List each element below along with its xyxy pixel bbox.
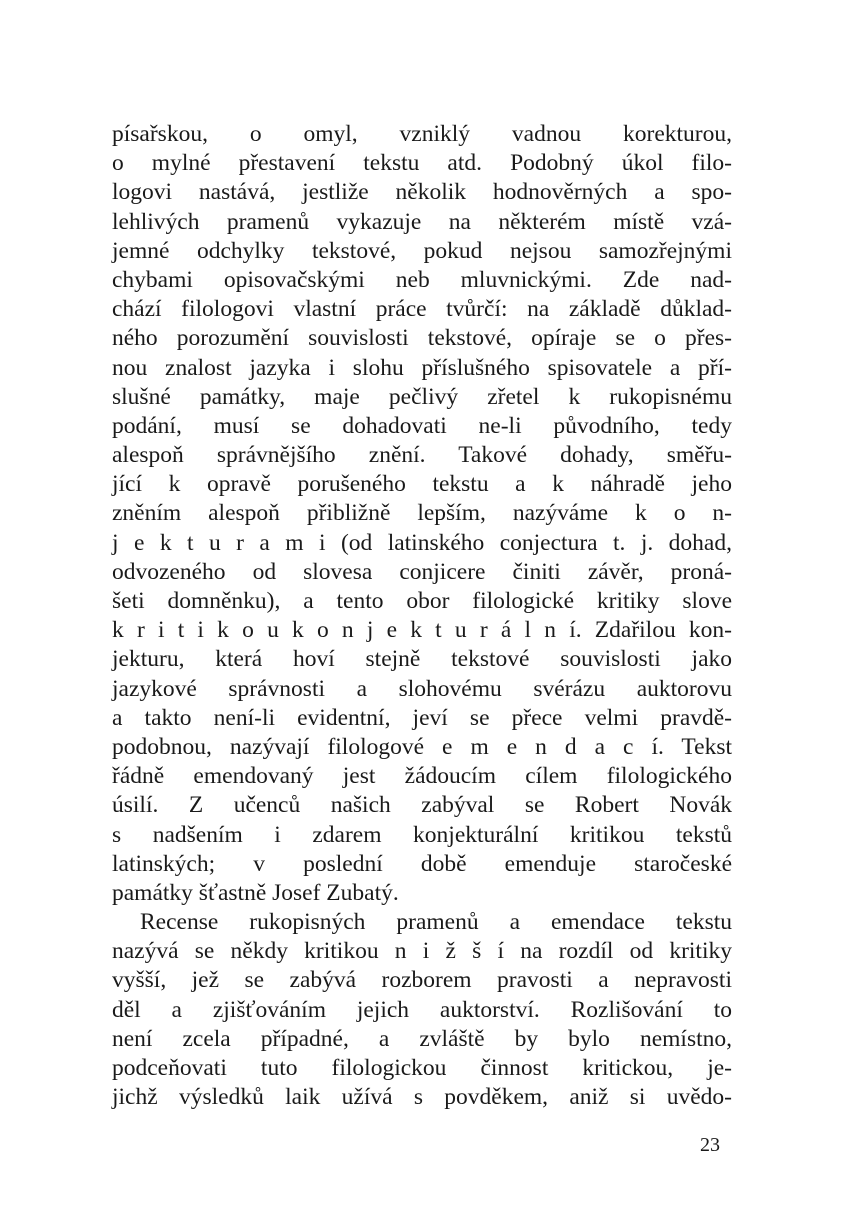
text-line: latinských; v poslední době emenduje staročeské	[112, 850, 732, 877]
text-line: jichž výsledků laik užívá s povděkem, aniž si uvědo-	[112, 1084, 732, 1111]
text-line: nazývá se někdy kritikou n i ž š í na rozdíl od kritiky	[112, 938, 732, 965]
text-line: jekturu, která hoví stejně tekstové souvislosti jako	[112, 646, 732, 673]
text-line: děl a zjišťováním jejich auktorství. Rozlišování to	[112, 996, 732, 1023]
text-line: chází filologovi vlastní práce tvůrčí: na základě důklad-	[112, 296, 732, 323]
text-line: zněním alespoň přibližně lepším, nazýváme k o n-	[112, 500, 732, 527]
text-line: s nadšením i zdarem konjekturální kritikou tekstů	[112, 821, 732, 848]
paragraph-2	[112, 908, 732, 1112]
paragraph-1	[112, 120, 732, 908]
text-line: úsilí. Z učenců našich zabýval se Robert Novák	[112, 792, 732, 819]
text-line: a takto není-li evidentní, jeví se přece velmi pravdě-	[112, 704, 732, 731]
text-line: lehlivých pramenů vykazuje na některém místě vzá-	[112, 208, 732, 235]
text-line: j e k t u r a m i (od latinského conjectura t. j. dohad,	[112, 529, 732, 556]
text-line: šeti domněnku), a tento obor filologické kritiky slove	[112, 588, 732, 614]
text-line: písařskou, o omyl, vzniklý vadnou korekturou,	[112, 121, 732, 147]
page-number: 23	[700, 1134, 720, 1156]
text-line: k r i t i k o u k o n j e k t u r á l n í. Zdařilou kon-	[112, 617, 732, 644]
text-line: Recense rukopisných pramenů a emendace tekstu	[140, 909, 732, 936]
text-line: podobnou, nazývají filologové e m e n d a c í. Tekst	[112, 733, 732, 760]
page-body	[112, 120, 732, 1112]
text-line: jící k opravě porušeného tekstu a k náhradě jeho	[112, 471, 732, 498]
text-line: vyšší, jež se zabývá rozborem pravosti a nepravosti	[112, 967, 732, 994]
text-line: chybami opisovačskými neb mluvnickými. Zde nad-	[112, 266, 732, 293]
text-line: řádně emendovaný jest žádoucím cílem filologického	[112, 763, 732, 790]
text-line: podceňovati tuto filologickou činnost kritickou, je-	[112, 1055, 732, 1081]
text-line: podání, musí se dohadovati ne-li původního, tedy	[112, 412, 732, 439]
text-line: logovi nastává, jestliže několik hodnověrných a spo-	[112, 179, 732, 206]
text-line: nou znalost jazyka i slohu příslušného spisovatele a pří-	[112, 354, 732, 381]
text-line: ného porozumění souvislosti tekstové, opíraje se o přes-	[112, 325, 732, 352]
text-line: jemné odchylky tekstové, pokud nejsou samozřejnými	[112, 237, 732, 264]
text-line: slušné památky, maje pečlivý zřetel k rukopisnému	[112, 383, 732, 410]
text-line: odvozeného od slovesa conjicere činiti závěr, proná-	[112, 558, 732, 585]
text-line: památky šťastně Josef Zubatý.	[112, 879, 399, 906]
text-line: o mylné přestavení tekstu atd. Podobný úkol filo-	[112, 150, 732, 177]
text-line: není zcela případné, a zvláště by bylo nemístno,	[112, 1025, 732, 1052]
text-line: alespoň správnějšího znění. Takové dohady, směřu-	[112, 442, 732, 469]
text-line: jazykové správnosti a slohovému svérázu auktorovu	[112, 675, 732, 702]
